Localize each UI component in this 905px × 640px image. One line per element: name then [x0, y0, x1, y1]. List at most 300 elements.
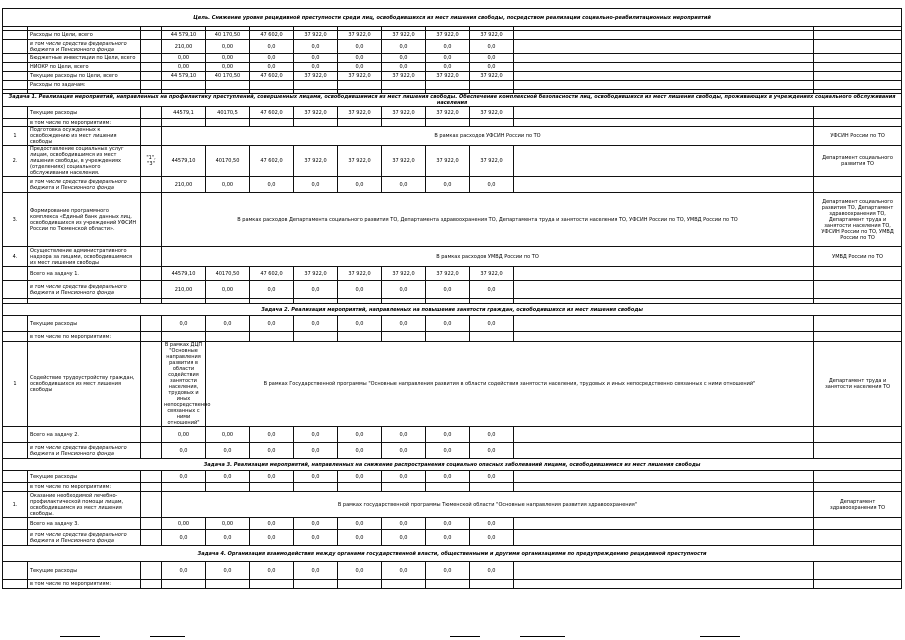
- row-number: [3, 427, 28, 443]
- task1-measure2-fed-row: [3, 177, 902, 193]
- responsible-cell: [814, 31, 902, 40]
- empty-cell: [514, 518, 814, 530]
- row-code: [141, 562, 162, 580]
- financing-note: В рамках Государственной программы "Основные направления развития в области содействия занятости населения, трудовых и иных непосредственно связанных с ними отношений": [206, 342, 814, 427]
- row-label: Оказание необходимой лечебно-профилактической помощи лицам, освободившимся из мест лишения свободы.: [28, 492, 141, 518]
- row-label: Подготовка осужденных к освобождению из мест лишения свободы: [28, 127, 141, 146]
- row-number: [3, 483, 28, 492]
- row-code: [141, 119, 162, 127]
- row-label: в том числе средства федерального бюджета и Пенсионного фонда: [28, 281, 141, 299]
- value-cell: 0,0: [426, 518, 470, 530]
- responsible-cell: [814, 107, 902, 119]
- empty-cell: [514, 332, 814, 342]
- value-cell: [294, 332, 338, 342]
- financing-subnote: В рамках ДЦП "Основные направления развития в области содействия занятости населения, трудовых и иных непосредственно связанных с ними отношений": [162, 342, 206, 427]
- section-title: Цель. Снижение уровня рецидивной преступности среди лиц, освободившихся из мест лишения свободы, посредством реализации социально-реабилитационных мероприятий: [3, 9, 902, 27]
- value-cell: 0,0: [426, 54, 470, 63]
- value-cell: 0,0: [294, 54, 338, 63]
- value-cell: 0,0: [294, 40, 338, 54]
- row-code: [141, 40, 162, 54]
- empty-cell: [514, 146, 814, 177]
- row-number: [3, 54, 28, 63]
- row-code: [141, 63, 162, 72]
- row-code: [141, 127, 162, 146]
- value-cell: [206, 81, 250, 90]
- row-code: [141, 492, 162, 518]
- empty-cell: [514, 427, 814, 443]
- value-cell: 47 602,0: [250, 146, 294, 177]
- row-number: 4.: [3, 247, 28, 267]
- row-code: [141, 427, 162, 443]
- value-cell: 0,00: [162, 518, 206, 530]
- value-cell: [382, 81, 426, 90]
- value-cell: [426, 483, 470, 492]
- row-code: [141, 177, 162, 193]
- financing-note: В рамках расходов УФСИН России по ТО: [162, 127, 814, 146]
- value-cell: 0,00: [162, 427, 206, 443]
- task4-title-row: [3, 546, 902, 562]
- value-cell: [382, 332, 426, 342]
- value-cell: 0,0: [338, 427, 382, 443]
- value-cell: 37 922,0: [338, 31, 382, 40]
- goal-row: [3, 81, 902, 90]
- task1-measure4-row: [3, 247, 902, 267]
- value-cell: 0,0: [426, 316, 470, 332]
- value-cell: 0,0: [338, 281, 382, 299]
- value-cell: 44 579,10: [162, 72, 206, 81]
- row-number: [3, 443, 28, 459]
- row-label: Содействие трудоустройству граждан, освободившихся из мест лишения свободы: [28, 342, 141, 427]
- value-cell: 40170,50: [206, 146, 250, 177]
- task1-current-row: [3, 107, 902, 119]
- value-cell: 0,0: [294, 177, 338, 193]
- task2-total-row: [3, 427, 902, 443]
- value-cell: [294, 81, 338, 90]
- row-number: [3, 580, 28, 589]
- value-cell: 37 922,0: [294, 146, 338, 177]
- row-label: Текущие расходы: [28, 316, 141, 332]
- task3-total-row: [3, 518, 902, 530]
- value-cell: [294, 483, 338, 492]
- empty-cell: [514, 63, 814, 72]
- financing-note: В рамках расходов УМВД России по ТО: [162, 247, 814, 267]
- value-cell: 47 602,0: [250, 267, 294, 281]
- row-label: Осуществление административного надзора за лицами, освободившимися из мест лишения свободы: [28, 247, 141, 267]
- value-cell: 0,00: [162, 54, 206, 63]
- value-cell: 0,00: [206, 40, 250, 54]
- financing-note: В рамках расходов Департамента социального развития ТО, Департамента здравоохранения ТО, Департамента труда и занятости населения ТО, УФСИН России по ТО, УМВД России по ТО: [162, 193, 814, 247]
- value-cell: [470, 119, 514, 127]
- value-cell: [206, 580, 250, 589]
- task2-title-row: [3, 304, 902, 316]
- empty-cell: [514, 580, 814, 589]
- row-label: Текущие расходы: [28, 107, 141, 119]
- value-cell: 0,0: [470, 40, 514, 54]
- value-cell: 44 579,10: [162, 31, 206, 40]
- value-cell: [426, 332, 470, 342]
- value-cell: 0,00: [206, 518, 250, 530]
- value-cell: 47 602,0: [250, 72, 294, 81]
- value-cell: [162, 580, 206, 589]
- empty-cell: [514, 177, 814, 193]
- value-cell: 0,0: [250, 471, 294, 483]
- row-number: 3.: [3, 193, 28, 247]
- value-cell: 0,0: [162, 316, 206, 332]
- value-cell: 0,0: [206, 443, 250, 459]
- value-cell: 0,0: [382, 530, 426, 546]
- value-cell: 0,0: [250, 281, 294, 299]
- value-cell: 0,0: [470, 63, 514, 72]
- value-cell: 0,0: [206, 530, 250, 546]
- responsible-cell: [814, 483, 902, 492]
- value-cell: 0,0: [250, 63, 294, 72]
- value-cell: [338, 332, 382, 342]
- row-code: "1", "3": [141, 146, 162, 177]
- goal-row: [3, 54, 902, 63]
- value-cell: 37 922,0: [382, 31, 426, 40]
- responsible-cell: Департамент социального развития ТО: [814, 146, 902, 177]
- value-cell: [250, 580, 294, 589]
- value-cell: [162, 332, 206, 342]
- empty-cell: [514, 562, 814, 580]
- row-label: НИОКР по Цели, всего: [28, 63, 141, 72]
- row-number: 2.: [3, 146, 28, 177]
- task1-incl-row: [3, 119, 902, 127]
- row-label: Расходы по Цели, всего: [28, 31, 141, 40]
- goal-row: [3, 63, 902, 72]
- value-cell: [426, 81, 470, 90]
- empty-cell: [514, 31, 814, 40]
- row-number: 1: [3, 127, 28, 146]
- value-cell: 40 170,50: [206, 31, 250, 40]
- section-title: Задача 1. Реализация мероприятий, направленных на профилактику преступлений, совершенных лицами, освободившимися из мест лишения свободы. Обеспечение комплексной безопасности лиц, освободившихся из мест лишения свободы, проживающих в учреждениях социального обслуживания населения: [3, 94, 902, 107]
- empty-cell: [514, 281, 814, 299]
- value-cell: 210,00: [162, 40, 206, 54]
- value-cell: 0,0: [250, 443, 294, 459]
- value-cell: [294, 580, 338, 589]
- value-cell: 0,0: [294, 471, 338, 483]
- row-label: в том числе средства федерального бюджета и Пенсионного фонда: [28, 40, 141, 54]
- value-cell: 37 922,0: [338, 146, 382, 177]
- row-number: [3, 332, 28, 342]
- row-label: Текущие расходы: [28, 471, 141, 483]
- goal-title-row: [3, 9, 902, 27]
- responsible-cell: [814, 530, 902, 546]
- responsible-cell: [814, 54, 902, 63]
- row-code: [141, 471, 162, 483]
- value-cell: 37 922,0: [470, 267, 514, 281]
- value-cell: [294, 119, 338, 127]
- page-bottom-rules: [0, 630, 905, 640]
- value-cell: 0,0: [426, 427, 470, 443]
- row-label: в том числе по мероприятиям:: [28, 483, 141, 492]
- responsible-cell: [814, 72, 902, 81]
- task4-current-row: [3, 562, 902, 580]
- value-cell: [162, 119, 206, 127]
- value-cell: 37 922,0: [426, 146, 470, 177]
- value-cell: 0,0: [382, 518, 426, 530]
- value-cell: 0,0: [382, 427, 426, 443]
- empty-cell: [514, 471, 814, 483]
- value-cell: 0,0: [294, 443, 338, 459]
- value-cell: 0,0: [470, 316, 514, 332]
- row-number: [3, 63, 28, 72]
- value-cell: 0,0: [338, 471, 382, 483]
- empty-cell: [514, 316, 814, 332]
- empty-cell: [514, 443, 814, 459]
- value-cell: 37 922,0: [294, 267, 338, 281]
- value-cell: 0,0: [294, 530, 338, 546]
- responsible-cell: [814, 580, 902, 589]
- value-cell: 44579,10: [162, 267, 206, 281]
- value-cell: [250, 119, 294, 127]
- value-cell: 37 922,0: [470, 72, 514, 81]
- value-cell: 0,0: [294, 281, 338, 299]
- value-cell: 37 922,0: [382, 146, 426, 177]
- responsible-cell: Департамент труда и занятости населения ТО: [814, 342, 902, 427]
- task1-fed-row: [3, 281, 902, 299]
- value-cell: 0,0: [206, 562, 250, 580]
- row-label: в том числе по мероприятиям:: [28, 119, 141, 127]
- responsible-cell: [814, 562, 902, 580]
- value-cell: 0,0: [426, 562, 470, 580]
- value-cell: 44579,1: [162, 107, 206, 119]
- value-cell: 0,0: [162, 443, 206, 459]
- empty-cell: [514, 72, 814, 81]
- value-cell: 0,0: [470, 471, 514, 483]
- value-cell: [206, 332, 250, 342]
- responsible-cell: УМВД России по ТО: [814, 247, 902, 267]
- section-title: Задача 4. Организация взаимодействия между органами государственной власти, общественными и другими организациями по предупреждению рецидивной преступности: [3, 546, 902, 562]
- value-cell: 0,0: [470, 427, 514, 443]
- value-cell: 37 922,0: [294, 31, 338, 40]
- task3-current-row: [3, 471, 902, 483]
- value-cell: 40 170,50: [206, 72, 250, 81]
- responsible-cell: [814, 443, 902, 459]
- responsible-cell: [814, 81, 902, 90]
- responsible-cell: УФСИН России по ТО: [814, 127, 902, 146]
- row-number: [3, 471, 28, 483]
- value-cell: 0,0: [250, 177, 294, 193]
- value-cell: [250, 483, 294, 492]
- row-code: [141, 31, 162, 40]
- value-cell: 0,00: [206, 177, 250, 193]
- value-cell: 0,0: [250, 54, 294, 63]
- task4-incl-row: [3, 580, 902, 589]
- value-cell: [470, 81, 514, 90]
- value-cell: 40170,5: [206, 107, 250, 119]
- task3-title-row: [3, 459, 902, 471]
- value-cell: 0,0: [338, 316, 382, 332]
- value-cell: 0,0: [294, 427, 338, 443]
- value-cell: 0,0: [250, 40, 294, 54]
- row-label: Формирование программного комплекса «Единый банк данных лиц, освободившихся из учреждений УФСИН России по Тюменской области».: [28, 193, 141, 247]
- task1-measure3-row: [3, 193, 902, 247]
- responsible-cell: [814, 332, 902, 342]
- row-code: [141, 443, 162, 459]
- task1-title-row: [3, 94, 902, 107]
- financing-table: [2, 8, 902, 589]
- row-label: Бюджетные инвестиции по Цели, всего: [28, 54, 141, 63]
- value-cell: 37 922,0: [470, 31, 514, 40]
- value-cell: [250, 81, 294, 90]
- value-cell: 0,0: [206, 316, 250, 332]
- row-code: [141, 107, 162, 119]
- value-cell: 0,0: [294, 562, 338, 580]
- value-cell: 37 922,0: [426, 72, 470, 81]
- value-cell: 0,0: [206, 471, 250, 483]
- value-cell: 0,0: [426, 177, 470, 193]
- value-cell: 0,0: [426, 471, 470, 483]
- value-cell: 0,0: [338, 530, 382, 546]
- value-cell: 210,00: [162, 281, 206, 299]
- task2-fed-row: [3, 443, 902, 459]
- row-number: [3, 81, 28, 90]
- responsible-cell: [814, 40, 902, 54]
- row-code: [141, 332, 162, 342]
- row-number: [3, 530, 28, 546]
- value-cell: [426, 580, 470, 589]
- value-cell: 0,0: [470, 562, 514, 580]
- value-cell: [206, 483, 250, 492]
- value-cell: 0,0: [250, 518, 294, 530]
- row-code: [141, 193, 162, 247]
- empty-cell: [514, 267, 814, 281]
- value-cell: [470, 483, 514, 492]
- value-cell: [382, 119, 426, 127]
- row-label: Текущие расходы по Цели, всего: [28, 72, 141, 81]
- value-cell: 0,0: [250, 530, 294, 546]
- task2-current-row: [3, 316, 902, 332]
- empty-cell: [514, 483, 814, 492]
- task1-measure1-row: [3, 127, 902, 146]
- value-cell: 0,0: [338, 177, 382, 193]
- value-cell: [162, 483, 206, 492]
- responsible-cell: Департамент здравоохранения ТО: [814, 492, 902, 518]
- responsible-cell: [814, 427, 902, 443]
- value-cell: 210,00: [162, 177, 206, 193]
- value-cell: 0,0: [426, 63, 470, 72]
- value-cell: 0,0: [382, 63, 426, 72]
- value-cell: 37 922,0: [338, 267, 382, 281]
- row-number: [3, 40, 28, 54]
- value-cell: 0,00: [162, 63, 206, 72]
- row-label: Предоставление социальных услуг лицам, освободившимся из мест лишения свободы, в учреждениях (отделениях) социального обслуживания населения.: [28, 146, 141, 177]
- financing-note: В рамках государственной программы Тюменской области "Основные направления развития здравоохранения": [162, 492, 814, 518]
- value-cell: [382, 483, 426, 492]
- row-code: [141, 54, 162, 63]
- value-cell: 0,00: [206, 63, 250, 72]
- document-sheet: [2, 8, 901, 598]
- section-title: Задача 3. Реализация мероприятий, направленных на снижение распространения социально опасных заболеваний лицами, освободившимися из мест лишения свободы: [3, 459, 902, 471]
- row-number: [3, 316, 28, 332]
- responsible-cell: Департамент социального развития ТО, Департамент здравоохранения ТО, Департамент труда и занятости населения ТО, УФСИН России по ТО, УМВД России по ТО: [814, 193, 902, 247]
- value-cell: [470, 332, 514, 342]
- value-cell: 0,0: [426, 40, 470, 54]
- row-label: Всего на задачу 3.: [28, 518, 141, 530]
- value-cell: 37 922,0: [382, 107, 426, 119]
- value-cell: 0,0: [382, 281, 426, 299]
- value-cell: [250, 332, 294, 342]
- value-cell: 0,0: [382, 316, 426, 332]
- responsible-cell: [814, 63, 902, 72]
- value-cell: 0,0: [294, 63, 338, 72]
- row-code: [141, 281, 162, 299]
- value-cell: 47 602,0: [250, 31, 294, 40]
- task2-measure1-row: [3, 342, 902, 427]
- value-cell: 0,0: [382, 54, 426, 63]
- row-code: [141, 530, 162, 546]
- goal-row: [3, 40, 902, 54]
- empty-cell: [514, 530, 814, 546]
- value-cell: 0,0: [382, 177, 426, 193]
- value-cell: [206, 119, 250, 127]
- value-cell: 37 922,0: [382, 267, 426, 281]
- value-cell: 0,0: [470, 54, 514, 63]
- row-label: Всего на задачу 2.: [28, 427, 141, 443]
- row-number: [3, 31, 28, 40]
- task3-incl-row: [3, 483, 902, 492]
- value-cell: 0,0: [250, 562, 294, 580]
- row-label: в том числе средства федерального бюджета и Пенсионного фонда: [28, 443, 141, 459]
- task3-measure1-row: [3, 492, 902, 518]
- value-cell: 37 922,0: [382, 72, 426, 81]
- value-cell: 0,00: [206, 427, 250, 443]
- row-number: [3, 281, 28, 299]
- goal-row: [3, 72, 902, 81]
- task3-fed-row: [3, 530, 902, 546]
- responsible-cell: [814, 267, 902, 281]
- row-code: [141, 267, 162, 281]
- row-code: [141, 72, 162, 81]
- value-cell: [338, 81, 382, 90]
- responsible-cell: [814, 119, 902, 127]
- responsible-cell: [814, 518, 902, 530]
- responsible-cell: [814, 281, 902, 299]
- value-cell: 47 602,0: [250, 107, 294, 119]
- value-cell: 0,0: [338, 518, 382, 530]
- value-cell: 0,0: [250, 316, 294, 332]
- row-label: Текущие расходы: [28, 562, 141, 580]
- value-cell: 0,0: [470, 530, 514, 546]
- row-code: [141, 81, 162, 90]
- empty-cell: [514, 81, 814, 90]
- value-cell: 0,00: [206, 281, 250, 299]
- value-cell: 0,0: [162, 562, 206, 580]
- value-cell: 0,0: [426, 443, 470, 459]
- value-cell: 37 922,0: [470, 107, 514, 119]
- value-cell: 0,0: [294, 518, 338, 530]
- value-cell: 37 922,0: [294, 72, 338, 81]
- value-cell: [162, 81, 206, 90]
- value-cell: [426, 119, 470, 127]
- value-cell: [470, 580, 514, 589]
- value-cell: 0,0: [338, 40, 382, 54]
- value-cell: 0,0: [338, 562, 382, 580]
- value-cell: 0,0: [382, 443, 426, 459]
- row-number: [3, 177, 28, 193]
- row-code: [141, 316, 162, 332]
- value-cell: 37 922,0: [426, 31, 470, 40]
- row-label: Расходы по задачам:: [28, 81, 141, 90]
- value-cell: 0,0: [382, 40, 426, 54]
- row-label: в том числе средства федерального бюджета и Пенсионного фонда: [28, 177, 141, 193]
- value-cell: 0,0: [382, 471, 426, 483]
- value-cell: 0,0: [470, 177, 514, 193]
- value-cell: 0,0: [470, 281, 514, 299]
- row-number: [3, 119, 28, 127]
- value-cell: 0,0: [250, 427, 294, 443]
